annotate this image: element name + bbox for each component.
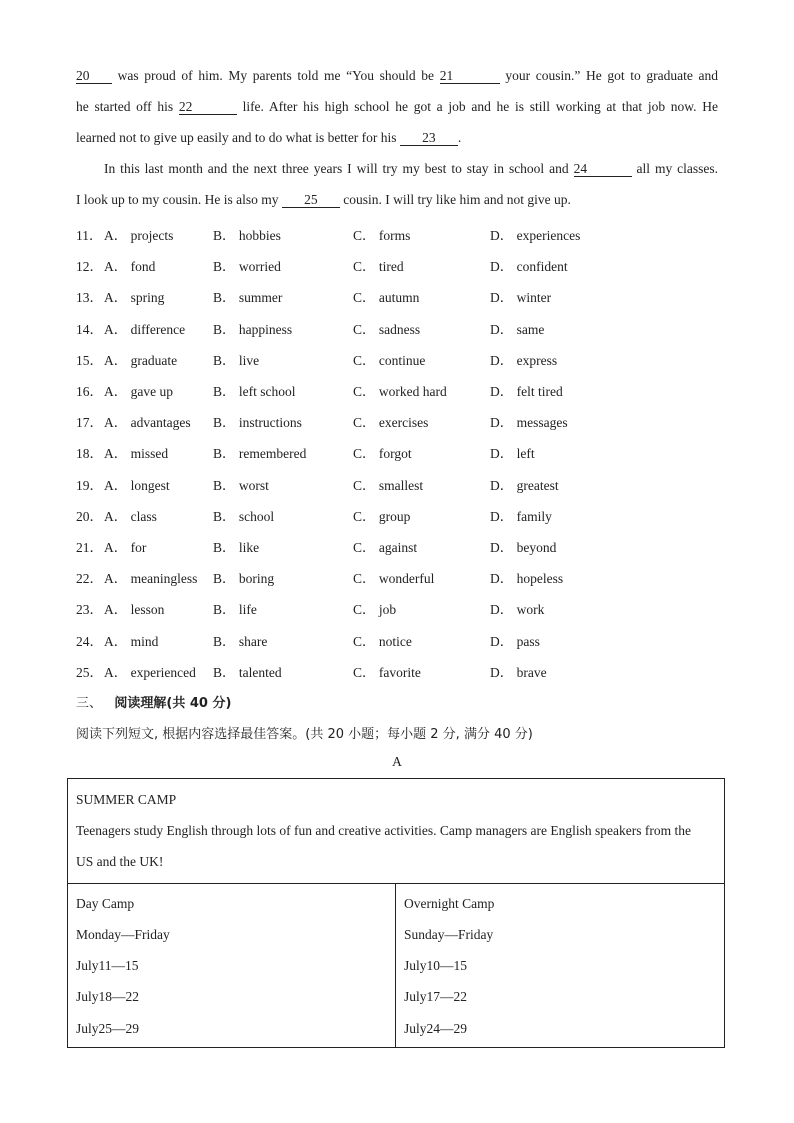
option-b: B． left school <box>213 384 296 399</box>
passage-line-1: 20 was proud of him. My parents told me “You should be 21 your cousin.” He got to graduate and <box>76 68 719 83</box>
option-d: D． same <box>490 321 545 337</box>
option-d: D． work <box>490 602 545 618</box>
passage-line-4: In this last month and the next three years I will try my best to stay in school and 24 all my classes. <box>104 161 719 176</box>
option-c: C． group <box>353 508 411 524</box>
option-b: B． boring <box>213 571 275 587</box>
option-c: C． favorite <box>353 664 421 680</box>
option-b: B． talented <box>213 664 282 680</box>
option-d: D． family <box>490 508 552 524</box>
table-column-divider <box>395 883 396 1047</box>
question-number: 13． <box>76 290 103 306</box>
option-c: C． forms <box>353 228 411 243</box>
option-b: B． instructions <box>213 415 302 431</box>
option-a: A． class <box>104 508 157 524</box>
option-c: C． wonderful <box>353 571 435 587</box>
blank-20: 20 <box>76 69 112 84</box>
camp-description-2: US and the UK! <box>76 854 164 869</box>
day-camp-date: July25—29 <box>76 1021 140 1036</box>
overnight-camp-name: Overnight Camp <box>404 896 495 911</box>
option-c: C． against <box>353 540 418 555</box>
passage-label: A <box>392 754 402 769</box>
option-d: D． beyond <box>490 540 557 555</box>
option-c: C． autumn <box>353 290 420 306</box>
overnight-camp-date: July17—22 <box>404 989 468 1004</box>
option-d: D． hopeless <box>490 571 564 587</box>
blank-23: 23 <box>400 131 458 146</box>
option-a: A． mind <box>104 633 159 649</box>
passage-line-3: learned not to give up easily and to do what is better for his 23 . <box>76 130 462 145</box>
overnight-camp-date: July10—15 <box>404 958 468 973</box>
option-c: C． forgot <box>353 446 412 462</box>
camp-table <box>67 778 725 1048</box>
option-a: A． advantages <box>104 415 191 431</box>
option-c: C． tired <box>353 259 404 275</box>
option-a: A． projects <box>104 228 174 243</box>
option-d: D． confident <box>490 259 568 275</box>
table-divider <box>68 883 724 884</box>
day-camp-date: July11—15 <box>76 958 139 973</box>
question-number: 22． <box>76 571 103 587</box>
day-camp-date: July18—22 <box>76 989 140 1004</box>
question-number: 15． <box>76 352 103 368</box>
option-b: B． worried <box>213 259 281 275</box>
question-number: 21． <box>76 540 103 555</box>
option-a: A． for <box>104 540 147 555</box>
question-number: 24． <box>76 633 103 649</box>
blank-24: 24 <box>574 162 632 177</box>
overnight-camp-days: Sunday—Friday <box>404 927 494 942</box>
day-camp-days: Monday—Friday <box>76 927 170 942</box>
option-c: C． sadness <box>353 321 421 337</box>
overnight-camp-date: July24—29 <box>404 1021 468 1036</box>
blank-21: 21 <box>440 69 500 84</box>
option-b: B． remembered <box>213 446 307 462</box>
day-camp-name: Day Camp <box>76 896 135 911</box>
option-d: D． brave <box>490 664 547 680</box>
option-d: D． experiences <box>490 228 581 243</box>
option-b: B． hobbies <box>213 228 281 243</box>
option-a: A． difference <box>104 321 186 337</box>
option-a: A． meaningless <box>104 571 198 587</box>
question-number: 11． <box>76 228 103 243</box>
question-number: 14． <box>76 321 103 337</box>
option-a: A． experienced <box>104 664 196 680</box>
camp-description: Teenagers study English through lots of fun and creative activities. Camp managers are English speakers from the <box>76 823 692 838</box>
option-d: D． express <box>490 352 558 368</box>
option-a: A． graduate <box>104 352 178 368</box>
option-b: B． happiness <box>213 321 293 337</box>
option-c: C． smallest <box>353 477 424 493</box>
option-a: A． spring <box>104 290 165 306</box>
question-number: 16． <box>76 384 103 399</box>
option-a: A． gave up <box>104 384 173 399</box>
question-number: 17． <box>76 415 103 431</box>
passage-line-5: I look up to my cousin. He is also my 25 cousin. I will try like him and not give up. <box>76 192 571 207</box>
option-a: A． fond <box>104 259 156 275</box>
section-heading: 三、 阅读理解(共 40 分) <box>76 696 232 711</box>
option-b: B． life <box>213 602 257 618</box>
passage-line-2: he started off his 22 life. After his high school he got a job and he is still working at that job now. He <box>76 99 718 114</box>
option-d: D． left <box>490 446 535 462</box>
option-a: A． missed <box>104 446 169 462</box>
question-number: 25． <box>76 664 103 680</box>
option-d: D． greatest <box>490 477 559 493</box>
option-c: C． job <box>353 602 397 618</box>
option-d: D． winter <box>490 290 552 306</box>
question-number: 19． <box>76 477 103 493</box>
option-a: A． longest <box>104 477 170 493</box>
section-instructions: 阅读下列短文, 根据内容选择最佳答案。(共 20 小题；每小题 2 分, 满分 40 分) <box>76 727 533 742</box>
question-number: 12． <box>76 259 103 275</box>
blank-25: 25 <box>282 193 340 208</box>
option-b: B． school <box>213 508 275 524</box>
option-b: B． like <box>213 540 260 555</box>
question-number: 20． <box>76 508 103 524</box>
option-b: B． summer <box>213 290 283 306</box>
camp-title: SUMMER CAMP <box>76 792 177 807</box>
option-a: A． lesson <box>104 602 165 618</box>
option-d: D． felt tired <box>490 384 563 399</box>
blank-22: 22 <box>179 100 237 115</box>
option-b: B． live <box>213 352 260 368</box>
option-c: C． worked hard <box>353 384 447 399</box>
option-d: D． messages <box>490 415 568 431</box>
option-b: B． worst <box>213 477 269 493</box>
option-c: C． continue <box>353 352 426 368</box>
option-d: D． pass <box>490 633 540 649</box>
question-number: 23． <box>76 602 103 618</box>
question-number: 18． <box>76 446 103 462</box>
option-b: B． share <box>213 633 268 649</box>
option-c: C． exercises <box>353 415 429 431</box>
option-c: C． notice <box>353 633 412 649</box>
